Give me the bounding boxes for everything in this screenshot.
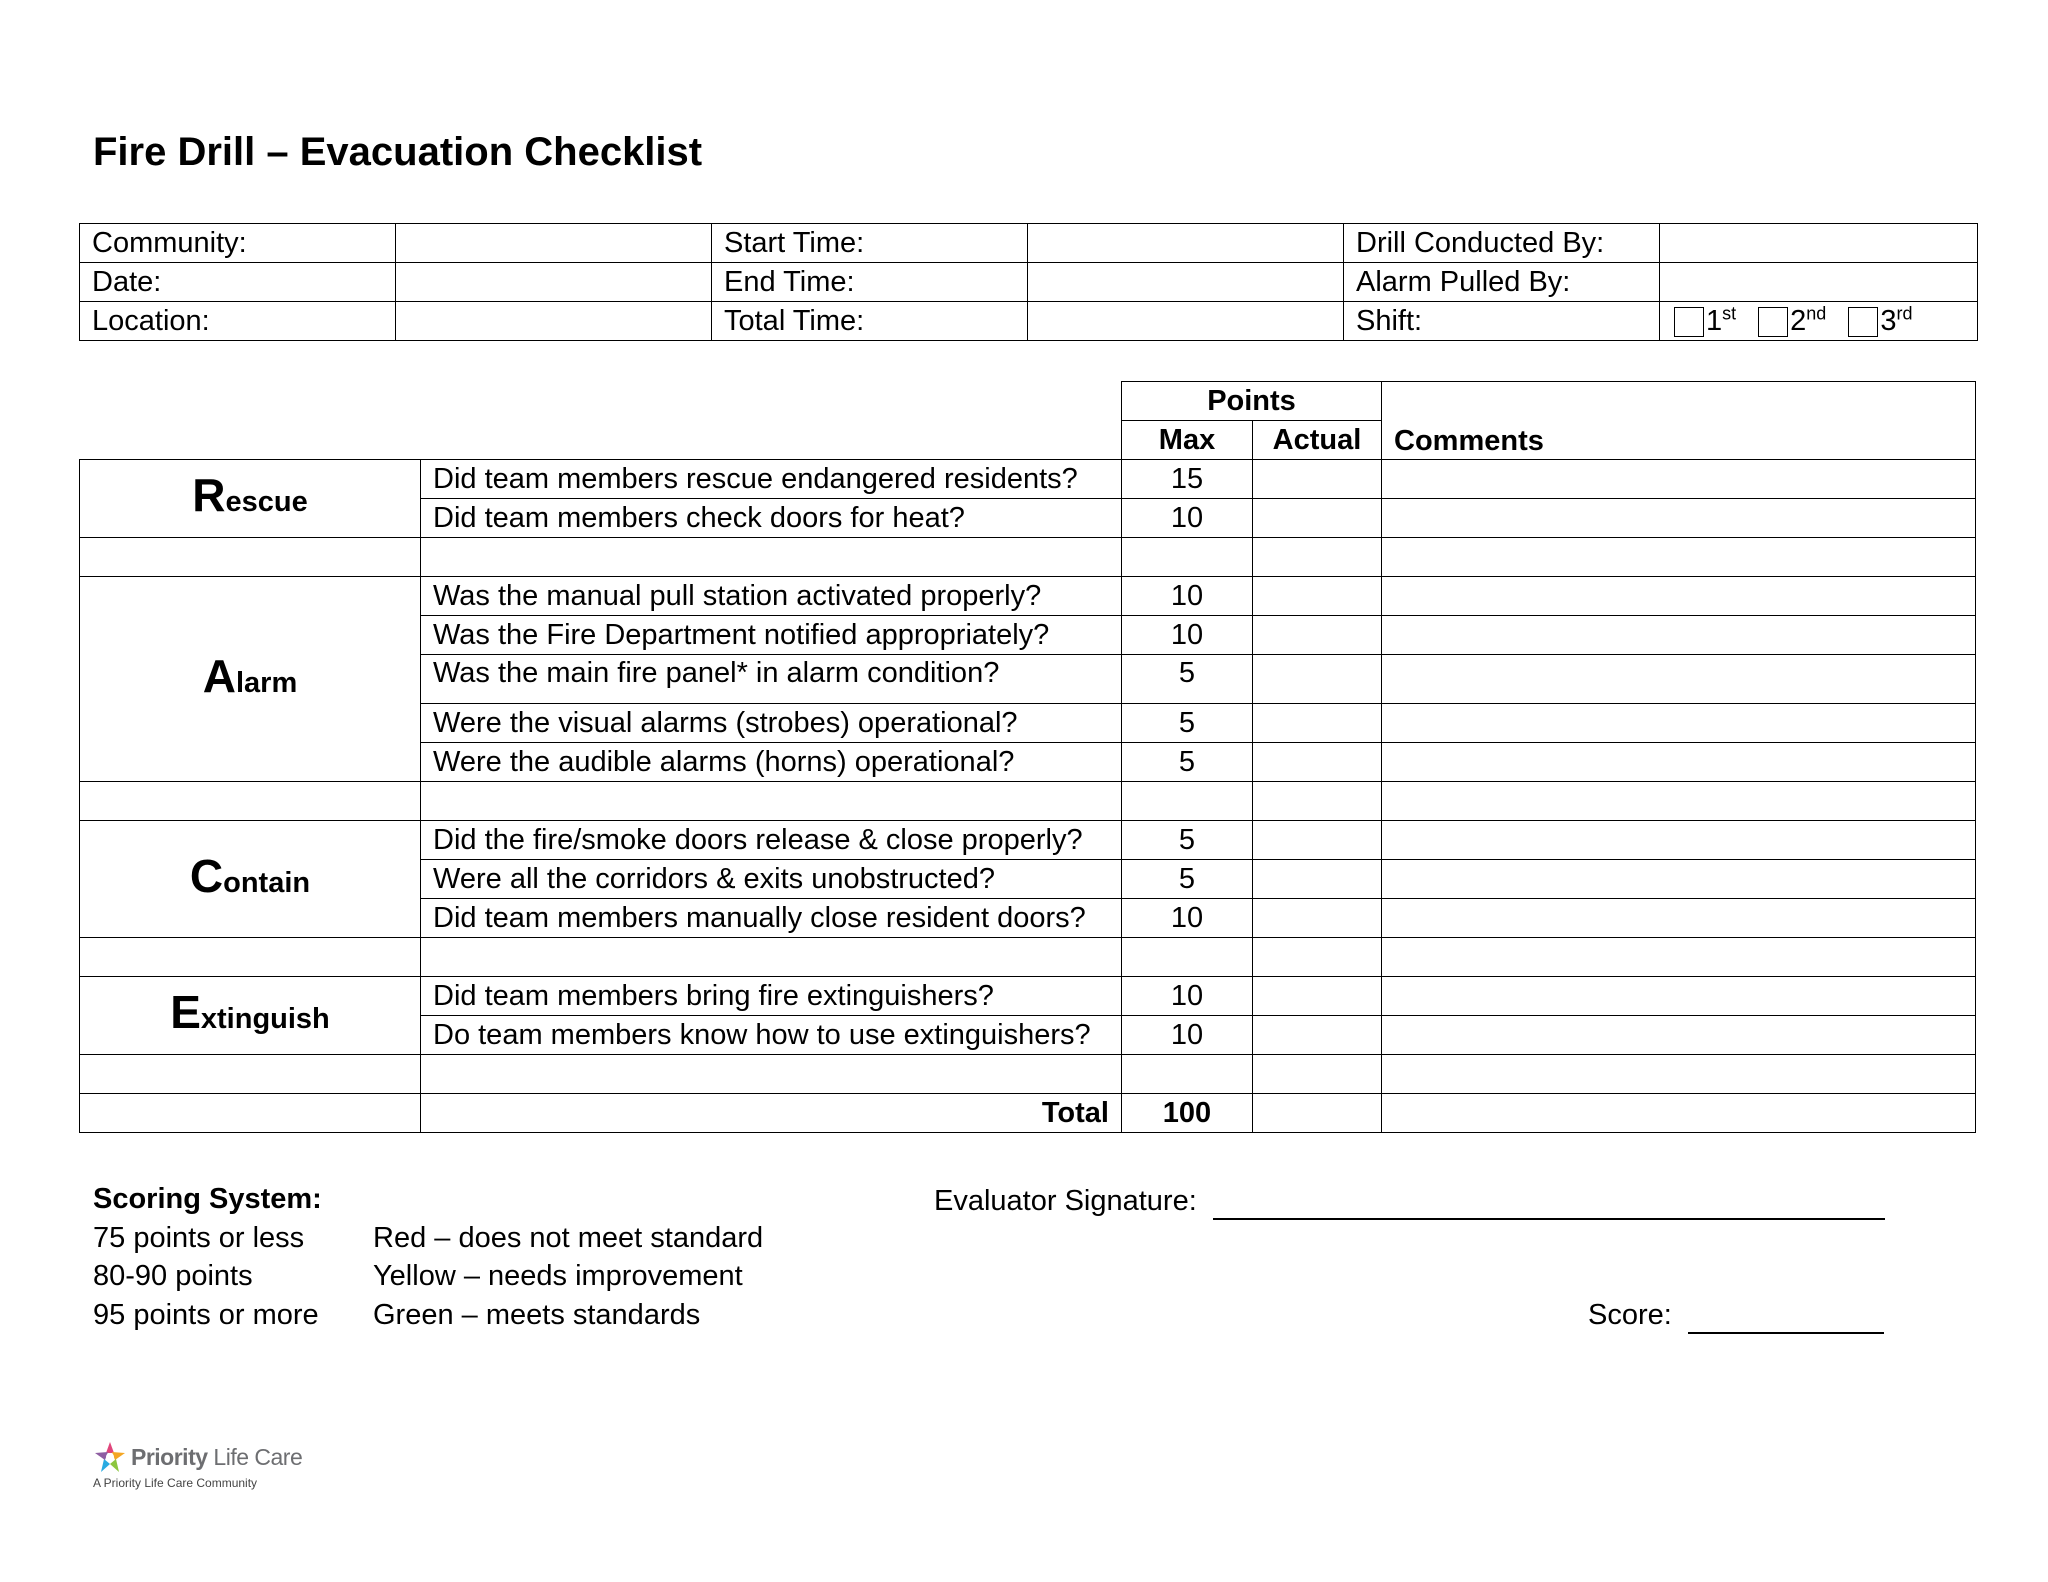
actual-points-field[interactable]	[1253, 899, 1382, 938]
question-text: Were the visual alarms (strobes) operational?	[421, 704, 1122, 743]
max-points: 10	[1122, 499, 1253, 538]
logo	[93, 1440, 302, 1490]
max-points: 10	[1122, 616, 1253, 655]
scoring-row: 95 points or more Green – meets standards	[93, 1298, 701, 1331]
signature-line[interactable]	[1213, 1180, 1885, 1220]
actual-points-field[interactable]	[1253, 704, 1382, 743]
max-points: 10	[1122, 1016, 1253, 1055]
comments-field[interactable]	[1382, 577, 1976, 616]
max-points: 15	[1122, 460, 1253, 499]
shift-2nd-checkbox[interactable]	[1758, 307, 1788, 337]
total-row	[80, 1094, 1976, 1133]
max-points: 10	[1122, 977, 1253, 1016]
comments-field[interactable]	[1382, 821, 1976, 860]
star-logo-icon	[93, 1440, 127, 1474]
drill-conducted-by-label: Drill Conducted By:	[1344, 224, 1660, 263]
evaluator-signature	[934, 1180, 1885, 1220]
question-text: Was the main fire panel* in alarm condition?	[421, 655, 1122, 704]
max-points: 10	[1122, 577, 1253, 616]
table-row	[80, 577, 1976, 616]
comments-field[interactable]	[1382, 899, 1976, 938]
total-time-label: Total Time:	[712, 302, 1028, 341]
spacer-row	[80, 782, 1976, 821]
comments-field[interactable]	[1382, 499, 1976, 538]
table-row	[80, 977, 1976, 1016]
actual-header: Actual	[1253, 421, 1382, 460]
spacer-row	[80, 538, 1976, 577]
start-time-field[interactable]	[1028, 224, 1344, 263]
scoring-system	[93, 1180, 763, 1334]
checklist-table	[79, 381, 1976, 1133]
comments-header: Comments	[1382, 382, 1976, 460]
logo-tagline: A Priority Life Care Community	[93, 1476, 258, 1490]
question-text: Did team members rescue endangered residents?	[421, 460, 1122, 499]
score-label: Score:	[1588, 1299, 1672, 1331]
location-label: Location:	[80, 302, 396, 341]
signature-label: Evaluator Signature:	[934, 1185, 1197, 1217]
shift-1st-checkbox[interactable]	[1674, 307, 1704, 337]
actual-points-field[interactable]	[1253, 655, 1382, 704]
actual-points-field[interactable]	[1253, 460, 1382, 499]
drill-info-table	[79, 223, 1978, 341]
shift-3rd-checkbox[interactable]	[1848, 307, 1878, 337]
page-title: Fire Drill – Evacuation Checklist	[93, 130, 703, 174]
max-points: 5	[1122, 743, 1253, 782]
shift-3rd-option[interactable]: 3rd	[1848, 303, 1912, 339]
total-actual-field[interactable]	[1253, 1094, 1382, 1133]
question-text: Were the audible alarms (horns) operational?	[421, 743, 1122, 782]
comments-field[interactable]	[1382, 860, 1976, 899]
actual-points-field[interactable]	[1253, 1016, 1382, 1055]
max-points: 5	[1122, 655, 1253, 704]
spacer-row	[80, 938, 1976, 977]
comments-field[interactable]	[1382, 977, 1976, 1016]
question-text: Was the Fire Department notified appropriately?	[421, 616, 1122, 655]
category-contain: Contain	[80, 821, 421, 938]
category-alarm: Alarm	[80, 577, 421, 782]
end-time-field[interactable]	[1028, 263, 1344, 302]
question-text: Did the fire/smoke doors release & close properly?	[421, 821, 1122, 860]
scoring-row: 80-90 points Yellow – needs improvement	[93, 1260, 743, 1292]
question-text: Were all the corridors & exits unobstructed?	[421, 860, 1122, 899]
max-points: 5	[1122, 860, 1253, 899]
scoring-row: 75 points or less Red – does not meet standard	[93, 1221, 764, 1254]
spacer-row	[80, 1055, 1976, 1094]
actual-points-field[interactable]	[1253, 499, 1382, 538]
total-comments-field[interactable]	[1382, 1094, 1976, 1133]
comments-field[interactable]	[1382, 616, 1976, 655]
comments-field[interactable]	[1382, 1016, 1976, 1055]
logo-name: Priority Life Care	[131, 1443, 303, 1470]
actual-points-field[interactable]	[1253, 743, 1382, 782]
question-text: Did team members check doors for heat?	[421, 499, 1122, 538]
max-points: 5	[1122, 821, 1253, 860]
max-points: 5	[1122, 704, 1253, 743]
total-time-field[interactable]	[1028, 302, 1344, 341]
actual-points-field[interactable]	[1253, 821, 1382, 860]
table-row	[80, 821, 1976, 860]
table-row	[80, 460, 1976, 499]
comments-field[interactable]	[1382, 460, 1976, 499]
shift-2nd-option[interactable]: 2nd	[1758, 303, 1826, 339]
total-max: 100	[1122, 1094, 1253, 1133]
alarm-pulled-by-field[interactable]	[1660, 263, 1978, 302]
community-field[interactable]	[396, 224, 712, 263]
question-text: Did team members bring fire extinguishers?	[421, 977, 1122, 1016]
score-line[interactable]	[1688, 1294, 1884, 1334]
comments-field[interactable]	[1382, 743, 1976, 782]
drill-conducted-by-field[interactable]	[1660, 224, 1978, 263]
shift-options	[1660, 302, 1978, 341]
category-rescue: Rescue	[80, 460, 421, 538]
question-text: Did team members manually close resident doors?	[421, 899, 1122, 938]
start-time-label: Start Time:	[712, 224, 1028, 263]
category-extinguish: Extinguish	[80, 977, 421, 1055]
score	[1588, 1294, 1884, 1334]
actual-points-field[interactable]	[1253, 860, 1382, 899]
points-header: Points	[1122, 382, 1382, 421]
actual-points-field[interactable]	[1253, 616, 1382, 655]
scoring-heading: Scoring System:	[93, 1183, 322, 1215]
question-text: Was the manual pull station activated properly?	[421, 577, 1122, 616]
comments-field[interactable]	[1382, 704, 1976, 743]
shift-label: Shift:	[1344, 302, 1660, 341]
shift-1st-option[interactable]: 1st	[1674, 303, 1736, 339]
total-label: Total	[421, 1094, 1122, 1133]
alarm-pulled-by-label: Alarm Pulled By:	[1344, 263, 1660, 302]
actual-points-field[interactable]	[1253, 577, 1382, 616]
max-points: 10	[1122, 899, 1253, 938]
question-text: Do team members know how to use extinguishers?	[421, 1016, 1122, 1055]
end-time-label: End Time:	[712, 263, 1028, 302]
date-label: Date:	[80, 263, 396, 302]
community-label: Community:	[80, 224, 396, 263]
actual-points-field[interactable]	[1253, 977, 1382, 1016]
comments-field[interactable]	[1382, 655, 1976, 704]
location-field[interactable]	[396, 302, 712, 341]
date-field[interactable]	[396, 263, 712, 302]
max-header: Max	[1122, 421, 1253, 460]
